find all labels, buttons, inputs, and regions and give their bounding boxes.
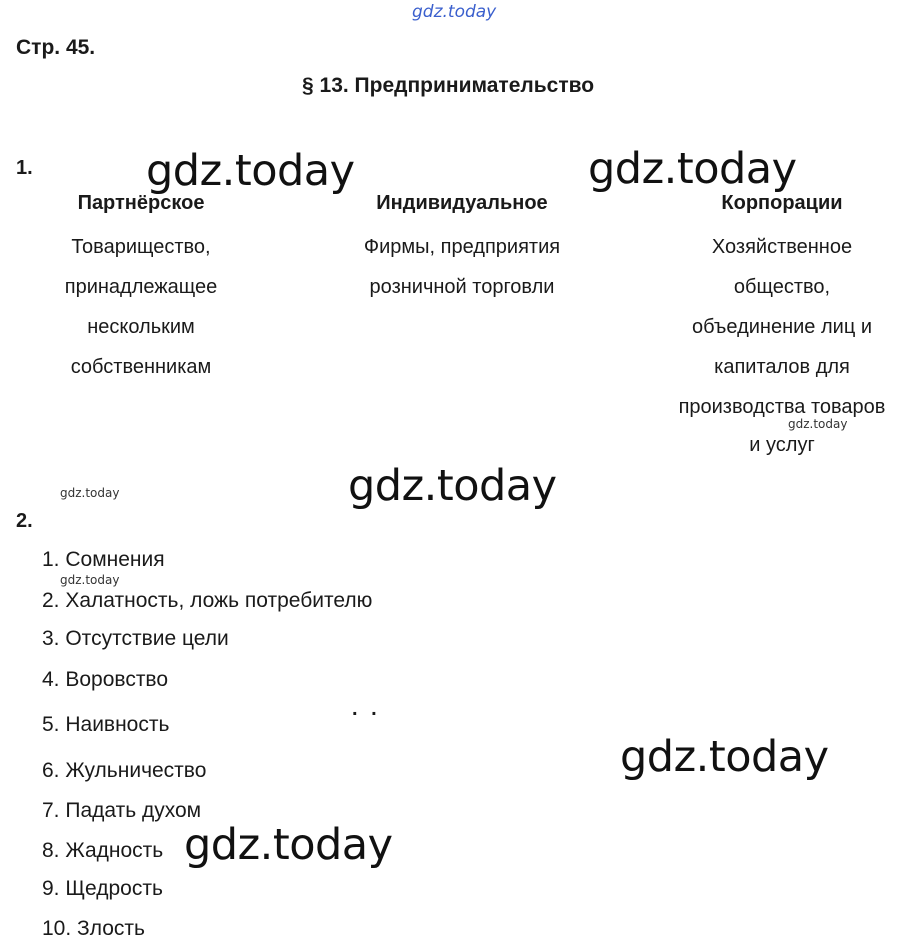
column-line: капиталов для [714,356,850,378]
column-line: объединение лиц и [691,316,873,338]
watermark-small: gdz.today [60,573,120,587]
stray-mark: . . [352,698,381,720]
watermark-small: gdz.today [788,417,848,431]
column-corporations [660,192,904,463]
list-item: 6. Жульничество [42,759,207,782]
column-line: производства товаров [678,396,886,418]
column-line: Хозяйственное [711,236,853,258]
column-line: принадлежащее [64,276,218,298]
column-line: собственникам [70,356,212,378]
column-heading: Корпорации [721,192,843,214]
page-label: Стр. 45. [16,36,96,59]
column-individual [342,192,582,307]
column-line: розничной торговли [369,276,555,298]
list-item: 1. Сомнения [42,548,165,571]
column-line: Фирмы, предприятия [363,236,561,258]
list-item: 2. Халатность, ложь потребителю [42,589,373,612]
task-2-number: 2. [16,510,33,532]
watermark: gdz.today [146,146,355,196]
column-heading: Индивидуальное [376,192,548,214]
section-title: § 13. Предпринимательство [302,74,595,97]
list-item: 8. Жадность [42,839,164,862]
list-item: 4. Воровство [42,668,169,691]
list-item: 3. Отсутствие цели [42,627,229,650]
column-line: и услуг [749,434,815,456]
watermark-top: gdz.today [412,2,497,22]
column-line: Товарищество, [71,236,211,258]
watermark-small: gdz.today [60,486,120,500]
watermark: gdz.today [588,144,797,194]
watermark: gdz.today [348,461,557,511]
watermark: gdz.today [184,820,393,870]
column-line: общество, [733,276,831,298]
task-1-number: 1. [16,157,33,179]
column-partnership [40,192,242,387]
list-item: 7. Падать духом [42,799,202,822]
column-line: нескольким [87,316,195,338]
column-heading: Партнёрское [77,192,205,214]
list-item: 10. Злость [42,917,145,940]
list-item: 5. Наивность [42,713,170,736]
list-item: 9. Щедрость [42,877,163,900]
watermark: gdz.today [620,732,829,782]
